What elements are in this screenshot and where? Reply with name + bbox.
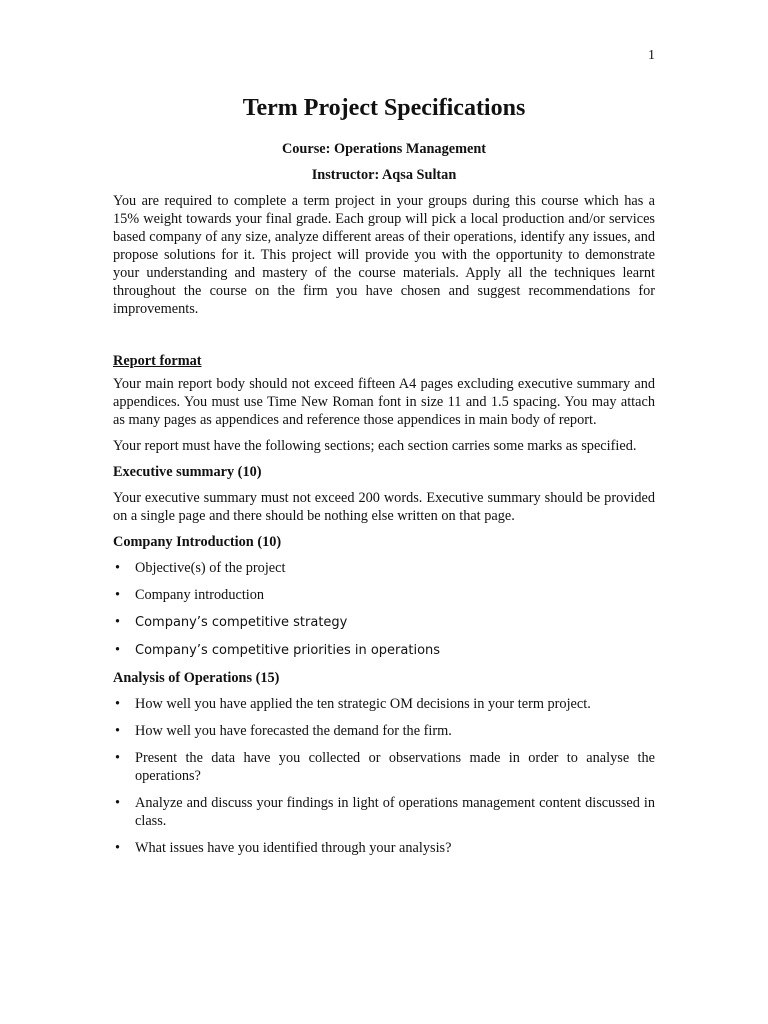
list-item [113, 749, 655, 785]
list-item [113, 695, 655, 713]
document-body [113, 92, 655, 866]
company-introduction-heading: Company Introduction (10) [113, 534, 282, 550]
course-line: Course: Operations Management [281, 141, 487, 157]
bullet-icon: • [115, 840, 121, 856]
company-introduction-list [113, 559, 655, 660]
intro-paragraph: You are required to complete a term project in your groups during this course which has a 15% weight towards your final grade. Each group will pick a local production and/or services based company of any size, analyze different areas of their operations, identify any issues, and propose solutions for it. This project will provide you with the opportunity to demonstrate your understanding and mastery of the course materials. Apply all the techniques learnt throughout the course on the firm you have chosen and suggest recommendations for improvements. [113, 193, 655, 317]
list-item [113, 722, 655, 740]
list-item-text: How well you have forecasted the demand for the firm. [135, 723, 452, 739]
list-item [113, 613, 655, 632]
bullet-icon: • [115, 560, 121, 576]
analysis-of-operations-list [113, 695, 655, 857]
bullet-icon: • [115, 723, 121, 739]
report-format-heading: Report format [113, 353, 202, 369]
document-title: Term Project Specifications [242, 95, 526, 121]
report-format-paragraph-1: Your main report body should not exceed fifteen A4 pages excluding executive summary and appendices. You must use Time New Roman font in size 11 and 1.5 spacing. You may attach as many pages as appendices and reference those appendices in main body of report. [113, 376, 655, 428]
list-item-text: How well you have applied the ten strategic OM decisions in your term project. [135, 696, 591, 712]
executive-summary-paragraph: Your executive summary must not exceed 200 words. Executive summary should be provided on a single page and there should be nothing else written on that page. [113, 490, 655, 524]
list-item [113, 586, 655, 604]
list-item [113, 559, 655, 577]
list-item [113, 641, 655, 660]
bullet-icon: • [115, 642, 121, 658]
bullet-icon: • [115, 795, 121, 811]
bullet-icon: • [115, 587, 121, 603]
list-item-text: Analyze and discuss your findings in light of operations management content discussed in class. [135, 795, 655, 829]
bullet-icon: • [115, 614, 121, 630]
bullet-icon: • [115, 696, 121, 712]
executive-summary-heading: Executive summary (10) [113, 464, 262, 480]
list-item [113, 794, 655, 830]
analysis-of-operations-heading: Analysis of Operations (15) [113, 670, 280, 686]
bullet-icon: • [115, 750, 121, 766]
list-item-text: Present the data have you collected or observations made in order to analyse the operations? [135, 750, 655, 784]
page-number: 1 [648, 48, 655, 63]
report-format-paragraph-2: Your report must have the following sections; each section carries some marks as specified. [113, 438, 637, 454]
list-item-text: Company’s competitive priorities in operations [135, 643, 441, 658]
list-item-text: Company introduction [135, 587, 265, 603]
list-item-text: Objective(s) of the project [135, 560, 286, 576]
instructor-line: Instructor: Aqsa Sultan [311, 167, 457, 183]
list-item-text: What issues have you identified through your analysis? [135, 840, 452, 856]
list-item [113, 839, 655, 857]
list-item-text: Company’s competitive strategy [135, 615, 348, 630]
